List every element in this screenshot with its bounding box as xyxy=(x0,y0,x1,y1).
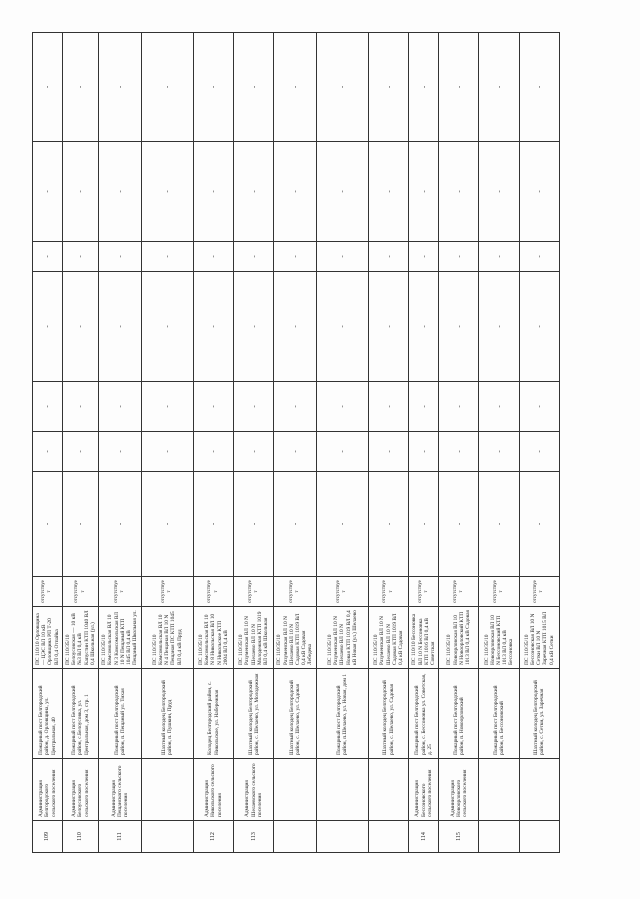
network-cell: ПС 110/35/10 Разуменская ВЛ 10 N Шелаево ВЛ 10 N Садовая КТП 1019 ВЛ 0,4 кВ Садовая Лебедева xyxy=(274,607,316,669)
empty-cell: - xyxy=(316,33,368,142)
empty-cell: - xyxy=(439,382,479,432)
status-cell: отсутствует xyxy=(369,577,409,607)
empty-cell: - xyxy=(141,432,193,472)
empty-cell: - xyxy=(369,272,409,382)
location-cell: Пожарный пост Белгородский район, п.Шелаево, ул. Новая, дом 1 xyxy=(316,669,368,759)
organization-cell: Администрация Никольского сельского поселения xyxy=(193,759,233,821)
row-number: 115 xyxy=(439,821,479,853)
rotated-table-wrapper xyxy=(32,33,560,853)
empty-cell: - xyxy=(519,33,559,142)
empty-cell: - xyxy=(274,142,316,242)
empty-cell: - xyxy=(234,472,274,577)
location-cell: Шахтный колодец Белгородский район, с. Шелаево, ул. Садовая xyxy=(369,669,409,759)
row-number xyxy=(274,821,316,853)
location-cell: Пожарный пост Белгородский район, п. Новоорловский xyxy=(439,669,479,759)
empty-cell: - xyxy=(369,472,409,577)
location-cell: Шахтный колодец Белгородский район, с. Шелаево, ул. Садовая xyxy=(274,669,316,759)
empty-cell: - xyxy=(99,432,141,472)
network-cell: ПС 110/35/10 Новоорловская ВЛ 10 N Новоорловский КТП 1013 ВЛ 0,4 кВ Садовая xyxy=(439,607,479,669)
empty-cell: - xyxy=(409,33,439,142)
row-number: 111 xyxy=(99,821,141,853)
empty-cell: - xyxy=(369,33,409,142)
row-number: 110 xyxy=(62,821,98,853)
empty-cell: - xyxy=(62,472,98,577)
table-row xyxy=(62,33,98,853)
network-cell: ПС 110/35/10 Разуменская ВЛ 10 N Шелаево ВЛ 10 N Молодежная КТП 1019 ВЛ 0,4 кВ Школьная xyxy=(234,607,274,669)
network-cell: ПС 110/35/10 Комсомольская ВЛ 10 N 3 Комсомольская ВЛ 10 N Пещаный КТП 1045 ВЛ 0,4 кВ Пещаный Школьная ул. xyxy=(99,607,141,669)
location-cell: Пожарный пост Белгородский район, п. Бессоновский xyxy=(479,669,519,759)
empty-cell: - xyxy=(193,472,233,577)
empty-cell: - xyxy=(479,242,519,272)
empty-cell: - xyxy=(33,472,63,577)
empty-cell: - xyxy=(519,382,559,432)
network-cell: ПС 110/10 Орловщина — ЦЭС ВЛ 10 кВ Орловщина РП Т-20 ВЛ 0,4 Отпайка xyxy=(33,607,63,669)
organization-cell: Администрация Пещанского сельского поселения xyxy=(99,759,141,821)
empty-cell: - xyxy=(193,382,233,432)
row-number: 112 xyxy=(193,821,233,853)
empty-cell: - xyxy=(316,242,368,272)
empty-cell: - xyxy=(479,142,519,242)
organization-cell: Администрация Белоусовского сельского поселения xyxy=(62,759,98,821)
empty-cell: - xyxy=(479,33,519,142)
empty-cell: - xyxy=(234,142,274,242)
empty-cell: - xyxy=(99,142,141,242)
empty-cell: - xyxy=(193,142,233,242)
table-row xyxy=(369,33,409,853)
network-cell: ПС 110/35/10 Белоусовская — 10 кВ №3 ВЛ 0,4 кВ Капустин КТП 1040 ВЛ 0,4 Школьная (ул.) xyxy=(62,607,98,669)
location-cell: Шахтный колодец Белгородский район, с. Сетки, ул. Заречная xyxy=(519,669,559,759)
row-number xyxy=(369,821,409,853)
empty-cell: - xyxy=(409,272,439,382)
organization-cell: Администрация Новоорловского сельского поселения xyxy=(439,759,479,821)
empty-cell: - xyxy=(193,33,233,142)
status-cell: отсутствует xyxy=(479,577,519,607)
empty-cell: - xyxy=(369,432,409,472)
empty-cell: - xyxy=(234,242,274,272)
table-row xyxy=(99,33,141,853)
location-cell: Шахтный колодец Белгородский район, с. Шелаево, ул. Молодежная xyxy=(234,669,274,759)
empty-cell: - xyxy=(99,382,141,432)
status-cell: отсутствует xyxy=(316,577,368,607)
empty-cell: - xyxy=(439,432,479,472)
empty-cell: - xyxy=(479,272,519,382)
table-row xyxy=(274,33,316,853)
row-number: 113 xyxy=(234,821,274,853)
row-number xyxy=(479,821,519,853)
empty-cell: - xyxy=(369,242,409,272)
organization-cell xyxy=(141,759,193,821)
empty-cell: - xyxy=(62,33,98,142)
organization-cell xyxy=(316,759,368,821)
row-number xyxy=(141,821,193,853)
organization-cell: Администрация Бессоновского сельского поселения xyxy=(409,759,439,821)
empty-cell: - xyxy=(316,142,368,242)
empty-cell: - xyxy=(479,382,519,432)
empty-cell: - xyxy=(62,382,98,432)
table-row xyxy=(519,33,559,853)
empty-cell: - xyxy=(141,242,193,272)
empty-cell: - xyxy=(274,432,316,472)
table-row xyxy=(234,33,274,853)
empty-cell: - xyxy=(274,382,316,432)
table-row xyxy=(439,33,479,853)
row-number: 109 xyxy=(33,821,63,853)
location-cell: Пожарный пост Белгородский район, д. Орловщина, ул. Центральная, 40 xyxy=(33,669,63,759)
empty-cell: - xyxy=(193,272,233,382)
empty-cell: - xyxy=(141,272,193,382)
empty-cell: - xyxy=(33,272,63,382)
network-cell: ПС 110/35/10 Новоорловская ВЛ 10 N Бессоновский КТП 1013 ВЛ 0,4 кВ Бессоновка xyxy=(479,607,519,669)
empty-cell: - xyxy=(439,142,479,242)
row-number xyxy=(316,821,368,853)
empty-cell: - xyxy=(274,272,316,382)
table-row xyxy=(141,33,193,853)
table-row xyxy=(193,33,233,853)
empty-cell: - xyxy=(274,33,316,142)
empty-cell: - xyxy=(234,272,274,382)
organization-cell: Администрация Шелаевского сельского поселения xyxy=(234,759,274,821)
empty-cell: - xyxy=(141,382,193,432)
empty-cell: - xyxy=(316,472,368,577)
network-cell: ПС 110/35/10 Комсомольская ВЛ 10 N 8 Никольская ВЛ 10 N Никольское КТП 2004 ВЛ 0,4 кВ xyxy=(193,607,233,669)
table-row xyxy=(33,33,63,853)
empty-cell: - xyxy=(519,242,559,272)
status-cell: отсутствует xyxy=(193,577,233,607)
empty-cell: - xyxy=(409,472,439,577)
empty-cell: - xyxy=(141,472,193,577)
empty-cell: - xyxy=(193,432,233,472)
empty-cell: - xyxy=(369,142,409,242)
status-cell: отсутствует xyxy=(409,577,439,607)
empty-cell: - xyxy=(33,382,63,432)
empty-cell: - xyxy=(439,33,479,142)
organization-cell xyxy=(274,759,316,821)
empty-cell: - xyxy=(479,432,519,472)
empty-cell: - xyxy=(99,242,141,272)
empty-cell: - xyxy=(369,382,409,432)
empty-cell: - xyxy=(519,272,559,382)
network-cell: ПС 110/35/10 Разуменская ВЛ 10 N Шелаево ВЛ 10 N Садовая КТП 1019 ВЛ 0,4 кВ Садовая xyxy=(369,607,409,669)
network-cell: ПС 110/35/10 Бессоновская ВЛ 10 N Сетки ВЛ 10 N Заречная КТП 1015 ВЛ 0,4 кВ Сетки xyxy=(519,607,559,669)
empty-cell: - xyxy=(479,472,519,577)
empty-cell: - xyxy=(519,472,559,577)
empty-cell: - xyxy=(33,142,63,242)
empty-cell: - xyxy=(439,472,479,577)
status-cell: отсутствует xyxy=(234,577,274,607)
empty-cell: - xyxy=(439,272,479,382)
empty-cell: - xyxy=(141,142,193,242)
empty-cell: - xyxy=(234,432,274,472)
network-cell: ПС 110/10 Бессоновка ВЛ 10 N Бессоновка КТП 1016 ВЛ 0,4 кВ Советская xyxy=(409,607,439,669)
status-cell: отсутствует xyxy=(141,577,193,607)
empty-cell: - xyxy=(62,142,98,242)
empty-cell: - xyxy=(62,242,98,272)
status-cell: отсутствует xyxy=(33,577,63,607)
empty-cell: - xyxy=(193,242,233,272)
organization-cell: Администрация Белгородского сельского поселения xyxy=(33,759,63,821)
empty-cell: - xyxy=(274,472,316,577)
empty-cell: - xyxy=(99,272,141,382)
location-cell: Пожарный пост Белгородский район, с. Бессоновка ул. Советская, д. 25 xyxy=(409,669,439,759)
empty-cell: - xyxy=(316,272,368,382)
empty-cell: - xyxy=(234,33,274,142)
empty-cell: - xyxy=(62,432,98,472)
empty-cell: - xyxy=(409,382,439,432)
empty-cell: - xyxy=(234,382,274,432)
location-cell: Колодец Белгородский район, с. Никольское, ул. Набережная xyxy=(193,669,233,759)
row-number xyxy=(519,821,559,853)
empty-cell: - xyxy=(409,242,439,272)
status-cell: отсутствует xyxy=(519,577,559,607)
empty-cell: - xyxy=(99,33,141,142)
table-row xyxy=(479,33,519,853)
empty-cell: - xyxy=(519,142,559,242)
table-row xyxy=(409,33,439,853)
empty-cell: - xyxy=(62,272,98,382)
network-cell: ПС 110/35/10 Комсомольская ВЛ 10 N 4 Пещаная ВЛ 10 N Пещаная ПС КТП 1045 ВЛ 0,4 кВ Пруд xyxy=(141,607,193,669)
empty-cell: - xyxy=(33,33,63,142)
table-row xyxy=(316,33,368,853)
location-cell: Шахтный колодец Белгородский район, п. Пушкин, Пруд xyxy=(141,669,193,759)
status-cell: отсутствует xyxy=(99,577,141,607)
row-number: 114 xyxy=(409,821,439,853)
organization-cell xyxy=(369,759,409,821)
empty-cell: - xyxy=(33,242,63,272)
empty-cell: - xyxy=(439,242,479,272)
empty-cell: - xyxy=(99,472,141,577)
empty-cell: - xyxy=(519,432,559,472)
empty-cell: - xyxy=(274,242,316,272)
empty-cell: - xyxy=(316,432,368,472)
empty-cell: - xyxy=(316,382,368,432)
empty-cell: - xyxy=(33,432,63,472)
organization-cell xyxy=(479,759,519,821)
location-cell: Пожарный пост Белгородский район, с.Белоусовка, ул. Центральная, дом 3, стр. 1 xyxy=(62,669,98,759)
empty-cell: - xyxy=(409,432,439,472)
organization-cell xyxy=(519,759,559,821)
registry-table xyxy=(32,32,560,853)
status-cell: отсутствует xyxy=(439,577,479,607)
status-cell: отсутствует xyxy=(62,577,98,607)
empty-cell: - xyxy=(141,33,193,142)
empty-cell: - xyxy=(409,142,439,242)
network-cell: ПС 110/35/10 Разуменская ВЛ 10 N Шелаево ВЛ 10 N Новая КТП 1019 ВЛ 0,4 кВ Новая (ул.) Шелаево xyxy=(316,607,368,669)
status-cell: отсутствует xyxy=(274,577,316,607)
location-cell: Пожарный пост Белгородский район, п. Пещаный ул. Тихая xyxy=(99,669,141,759)
